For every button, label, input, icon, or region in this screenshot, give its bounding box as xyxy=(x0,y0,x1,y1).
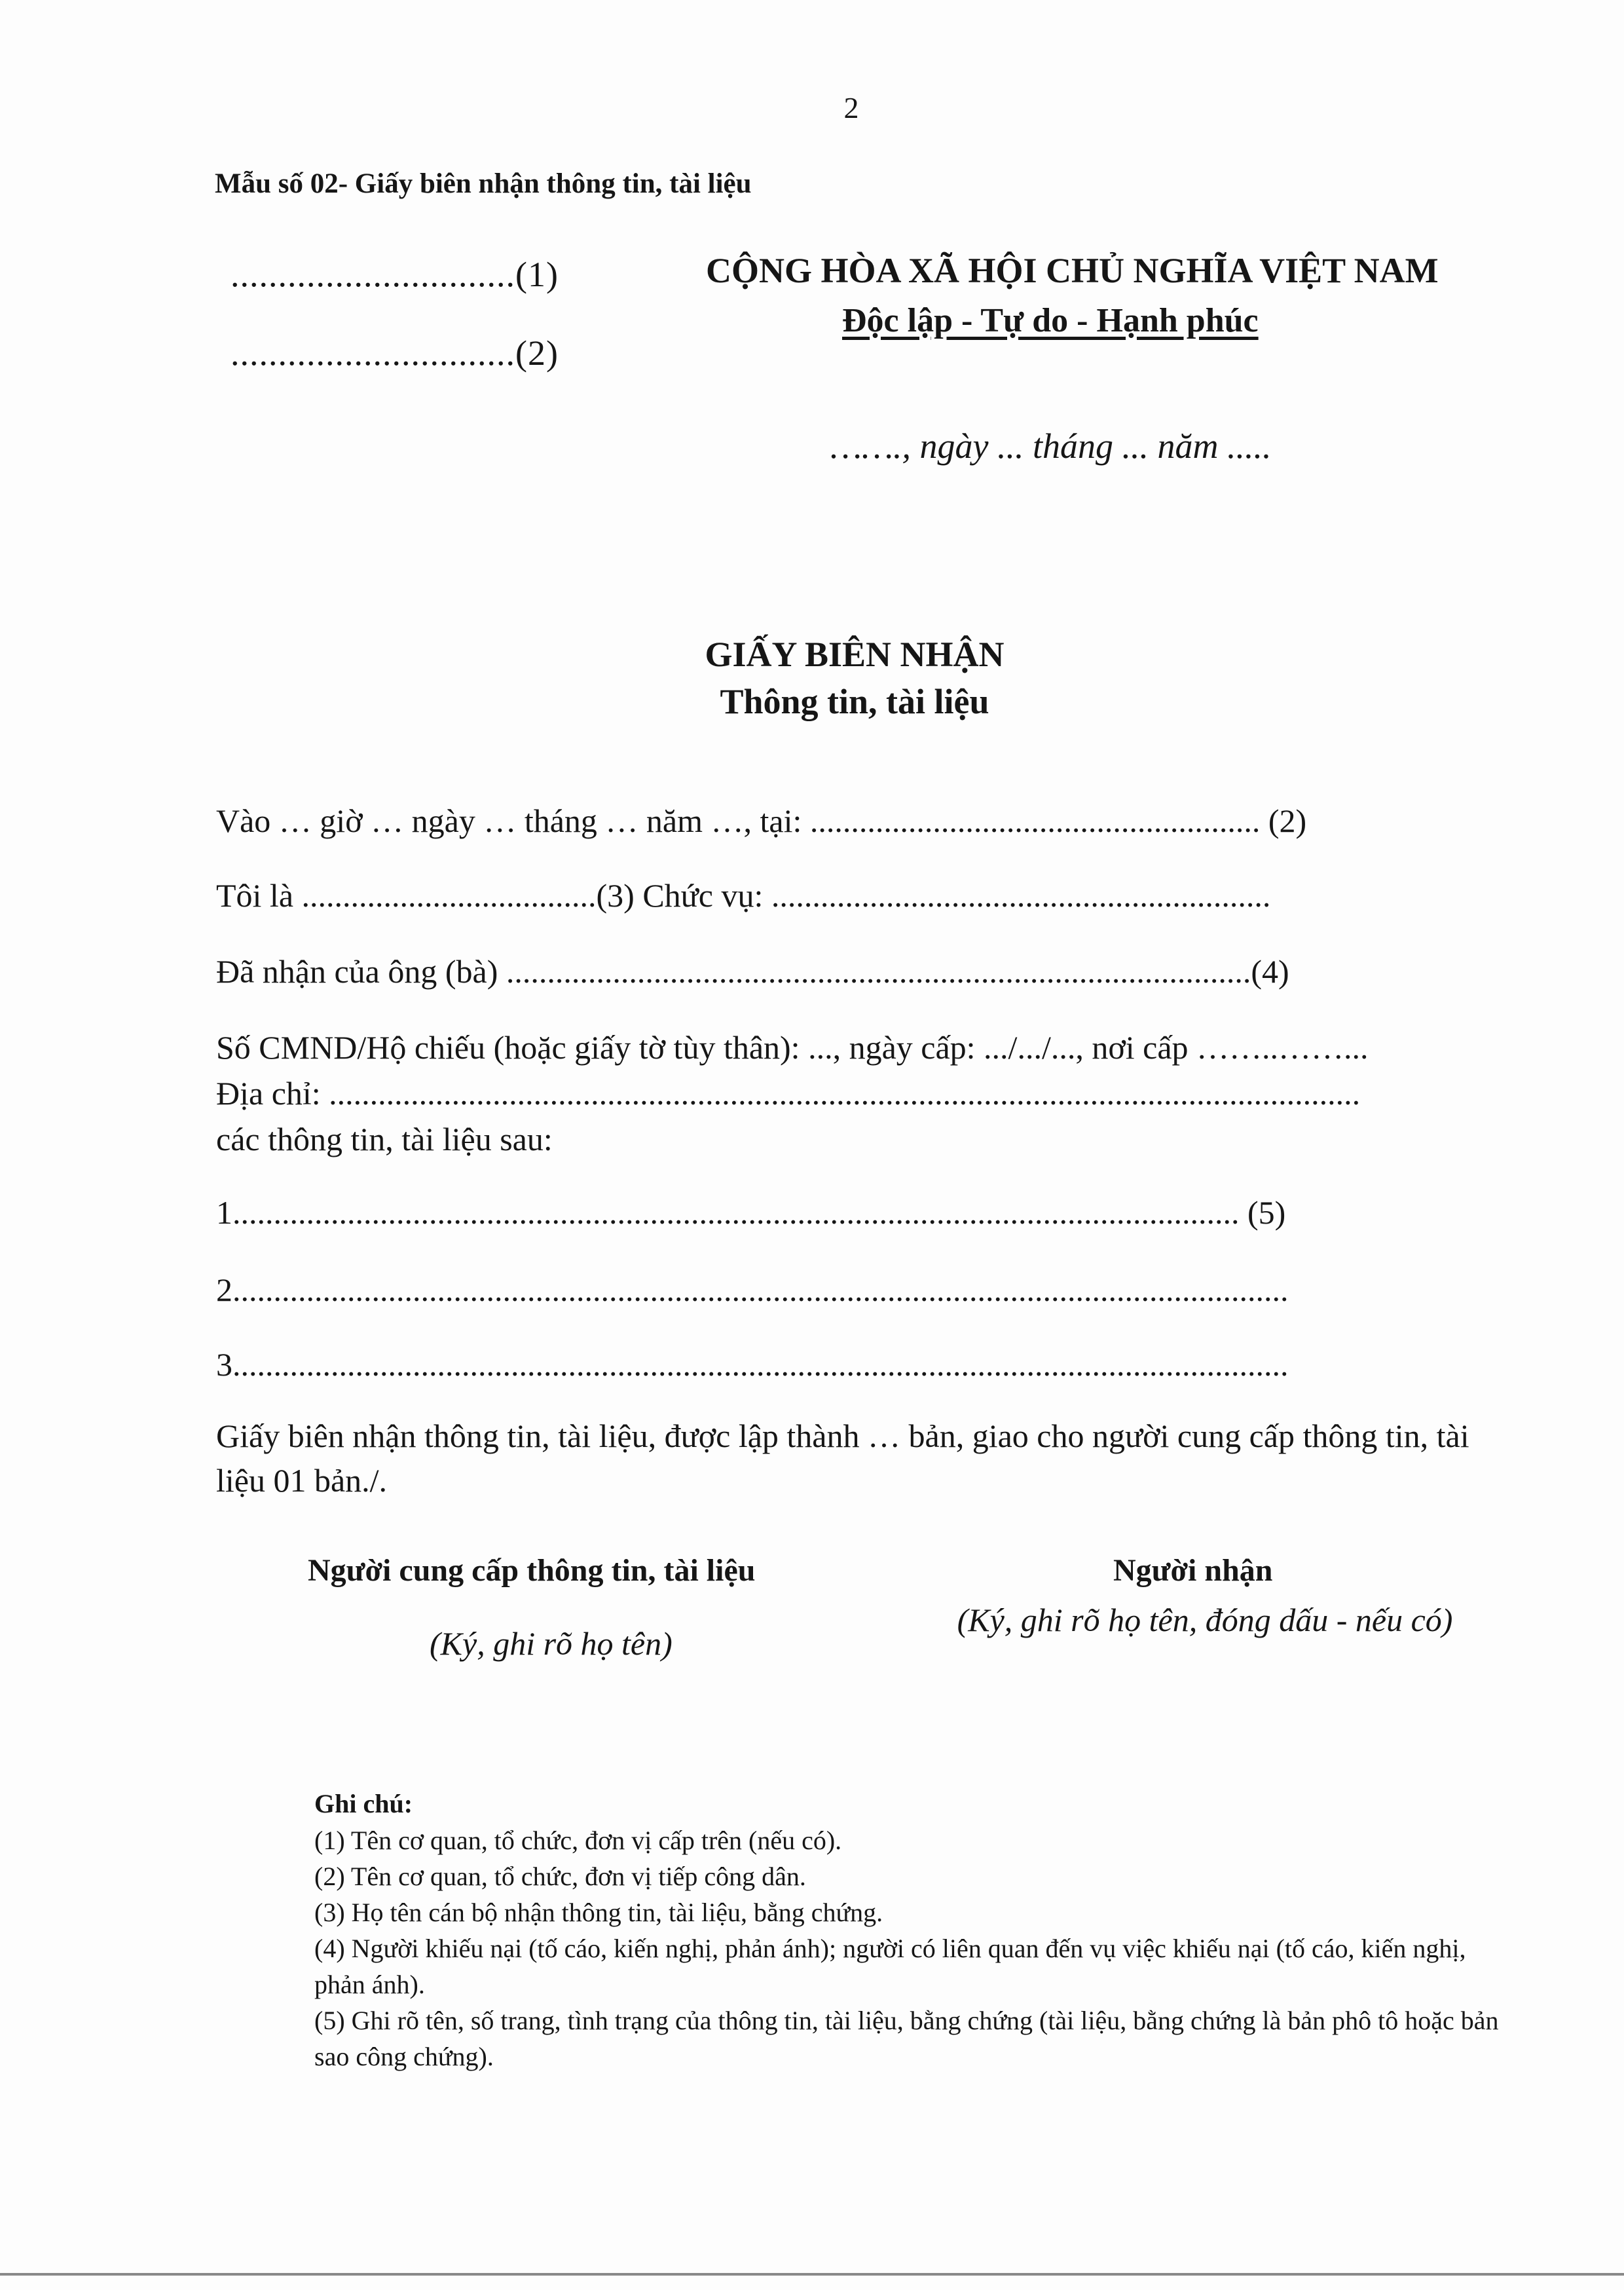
agency-line: ..............................(2) xyxy=(231,333,559,373)
note-item: (3) Họ tên cán bộ nhận thông tin, tài liệu, bằng chứng. xyxy=(314,1898,883,1927)
item-line-2: 2................................................................................................................................. xyxy=(216,1271,1289,1308)
national-title: CỘNG HÒA XÃ HỘI CHỦ NGHĨA VIỆT NAM xyxy=(706,251,1439,290)
note-item: (5) Ghi rõ tên, số trang, tình trạng của thông tin, tài liệu, bằng chứng (tài liệu, bằng chứng là bản phô tô hoặc bản sao công chứng). xyxy=(314,2006,1499,2071)
scan-bottom-edge xyxy=(0,2273,1624,2276)
id-document-field: Số CMND/Hộ chiếu (hoặc giấy tờ tùy thân): ..., ngày cấp: .../.../..., nơi cấp ……..……... xyxy=(216,1029,1369,1066)
item-line-3: 3................................................................................................................................. xyxy=(216,1346,1289,1383)
note-item: (1) Tên cơ quan, tổ chức, đơn vị cấp trên (nếu có). xyxy=(314,1826,842,1855)
receiver-signature-title: Người nhận xyxy=(1113,1553,1273,1588)
receiver-signature-note: (Ký, ghi rõ họ tên, đóng dấu - nếu có) xyxy=(957,1602,1453,1638)
receiver-field: Tôi là ....................................(3) Chức vụ: ............................................................. xyxy=(216,877,1271,914)
document-title: GIẤY BIÊN NHẬN xyxy=(705,635,1005,674)
date-line: ……., ngày ... tháng ... năm ..... xyxy=(830,426,1272,466)
provider-signature-note: (Ký, ghi rõ họ tên) xyxy=(430,1625,673,1662)
note-item: (4) Người khiếu nại (tố cáo, kiến nghị, phản ánh); người có liên quan đến vụ việc khiếu nại (tố cáo, kiến nghị, phản ánh). xyxy=(314,1934,1466,1999)
superior-agency-line: ..............................(1) xyxy=(231,255,559,294)
time-place-field: Vào … giờ … ngày … tháng … năm …, tại: ....................................................... (2) xyxy=(216,802,1307,839)
form-code: Mẫu số 02- Giấy biên nhận thông tin, tài liệu xyxy=(215,168,752,199)
notes-heading: Ghi chú: xyxy=(314,1789,413,1818)
provider-field: Đã nhận của ông (bà) ...........................................................................................(4) xyxy=(216,953,1289,990)
items-intro: các thông tin, tài liệu sau: xyxy=(216,1121,553,1157)
address-field: Địa chỉ: .............................................................................................................................. xyxy=(216,1075,1361,1112)
provider-signature-title: Người cung cấp thông tin, tài liệu xyxy=(308,1553,756,1588)
document-subtitle: Thông tin, tài liệu xyxy=(720,682,989,721)
notes-list xyxy=(314,1822,1500,2074)
item-line-1: 1........................................................................................................................... (5) xyxy=(216,1194,1286,1231)
closing-paragraph: Giấy biên nhận thông tin, tài liệu, được lập thành … bản, giao cho người cung cấp thông tin, tài liệu 01 bản./. xyxy=(216,1417,1469,1499)
national-motto: Độc lập - Tự do - Hạnh phúc xyxy=(842,302,1259,339)
note-item: (2) Tên cơ quan, tổ chức, đơn vị tiếp công dân. xyxy=(314,1862,806,1891)
page-number: 2 xyxy=(843,91,859,124)
